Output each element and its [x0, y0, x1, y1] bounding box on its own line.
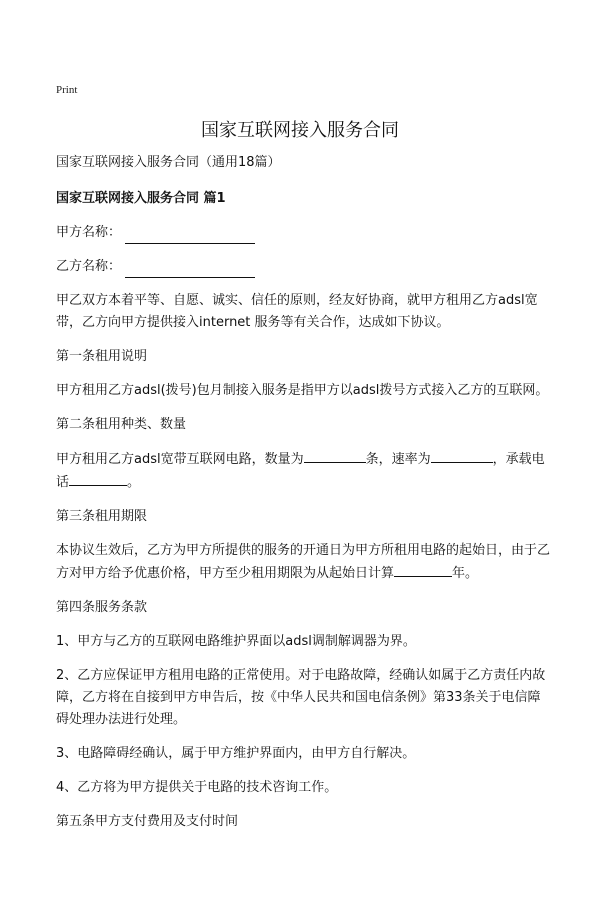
- intro-paragraph: 甲乙双方本着平等、自愿、诚实、信任的原则，经友好协商，就甲方租用乙方adsl宽带，乙方向甲方提供接入internet 服务等有关合作，达成如下协议。: [56, 293, 538, 330]
- party-a-label: 甲方名称：: [56, 225, 122, 240]
- article-3-text-2: 年。: [452, 566, 479, 581]
- article-4-item: 3、电路障碍经确认，属于甲方维护界面内，由甲方自行解决。: [56, 746, 416, 761]
- party-a-blank: [125, 229, 255, 244]
- article-2-text-3: ，承载电话: [56, 452, 545, 490]
- article-4-item: 1、甲方与乙方的互联网电路维护界面以adsl调制解调器为界。: [56, 634, 416, 649]
- article-2-text-4: 。: [127, 475, 141, 490]
- party-b-field: [56, 256, 552, 278]
- print-label: Print: [56, 84, 78, 96]
- section-heading: 国家互联网接入服务合同 篇1: [56, 191, 226, 206]
- article-3-text-1: 本协议生效后，乙方为甲方所提供的服务的开通日为甲方所租用电路的起始日，由于乙方对甲方给予优惠价格，甲方至少租用期限为从起始日计算: [56, 543, 551, 581]
- article-4-title: 第四条服务条款: [56, 600, 148, 615]
- speed-blank: [431, 448, 493, 463]
- document-body: [56, 152, 552, 845]
- document-title: 国家互联网接入服务合同: [201, 120, 399, 141]
- article-5-title: 第五条甲方支付费用及支付时间: [56, 814, 239, 829]
- article-4-item: 2、乙方应保证甲方租用电路的正常使用。对于电路故障，经确认如属于乙方责任内故障，乙方将在自接到甲方申告后，按《中华人民共和国电信条例》第33条关于电信障碍处理办法进行处理。: [56, 668, 546, 727]
- article-1-title: 第一条租用说明: [56, 349, 148, 364]
- term-years-blank: [394, 562, 452, 577]
- article-2-text-1: 甲方租用乙方adsl宽带互联网电路，数量为: [56, 452, 304, 467]
- party-a-field: [56, 222, 552, 244]
- article-2-body: [56, 448, 552, 494]
- party-b-blank: [125, 263, 255, 278]
- article-1-body: 甲方租用乙方adsl(拨号)包月制接入服务是指甲方以adsl拨号方式接入乙方的互联网。: [56, 383, 549, 398]
- party-b-label: 乙方名称：: [56, 259, 122, 274]
- article-3-title: 第三条租用期限: [56, 509, 148, 524]
- article-4-item: 4、乙方将为甲方提供关于电路的技术咨询工作。: [56, 780, 338, 795]
- article-3-body: [56, 540, 552, 585]
- line-count-blank: [304, 448, 366, 463]
- article-2-text-2: 条，速率为: [365, 452, 431, 467]
- document-subtitle: 国家互联网接入服务合同（通用18篇）: [56, 155, 281, 170]
- article-2-title: 第二条租用种类、数量: [56, 417, 187, 432]
- phone-blank: [69, 471, 127, 486]
